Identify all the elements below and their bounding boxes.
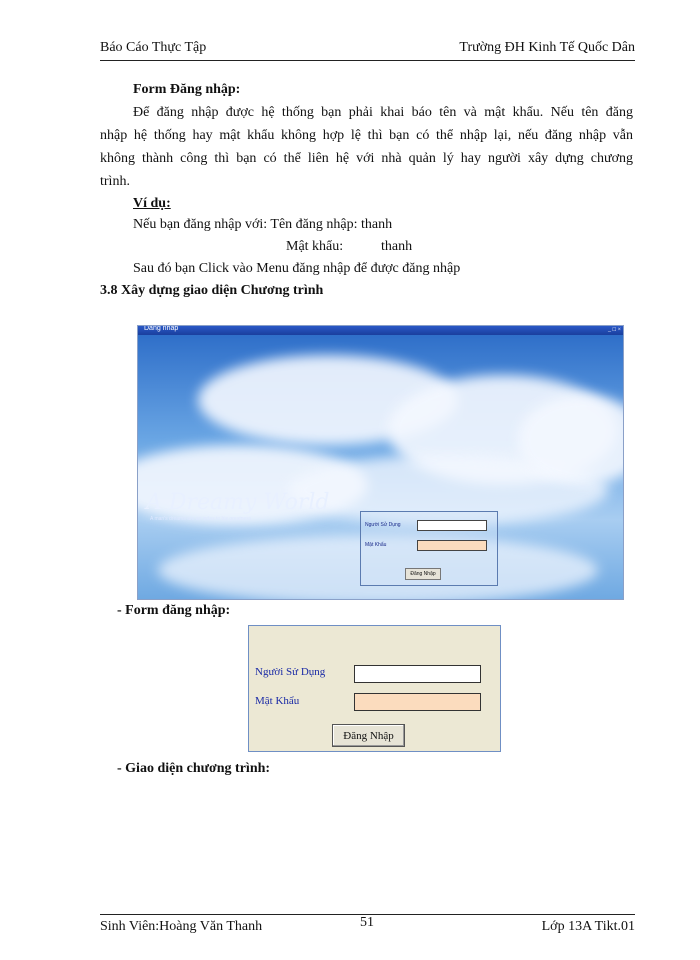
para-line-3: không thành công thì bạn có thể liên hệ với nhà quản lý hay người xây dựng chương xyxy=(100,151,633,166)
header-left: Báo Cáo Thực Tập xyxy=(100,40,207,55)
login-button[interactable]: Đăng Nhập xyxy=(332,724,405,747)
brand-text: A Dreamy World xyxy=(146,490,330,515)
example-password-label: Mật khẩu: xyxy=(286,239,344,254)
para-line-2: nhập hệ thống hay mật khẩu không hợp lệ thì bạn có thể nhập lại, nếu đăng nhập vẫn xyxy=(100,128,633,143)
password-label: Mật Khẩu xyxy=(255,695,300,707)
section-heading: 3.8 Xây dựng giao diện Chương trình xyxy=(100,283,324,298)
example-username: thanh xyxy=(360,217,393,232)
example-line-1 xyxy=(133,217,392,233)
brand-tagline: A man's dreams are an index to his greatness xyxy=(150,516,252,522)
mini-login-panel xyxy=(360,511,498,586)
user-label: Người Sử Dụng xyxy=(255,666,326,678)
window-title: Dang nhap xyxy=(144,325,179,332)
window-buttons[interactable]: _ □ × xyxy=(607,327,621,333)
login-form xyxy=(248,625,501,752)
mini-pass-input[interactable] xyxy=(417,540,487,551)
program-screenshot xyxy=(137,325,624,600)
caption-form: - Form đăng nhập: xyxy=(117,603,231,618)
header-right: Trường ĐH Kinh Tế Quốc Dân xyxy=(459,40,635,55)
para-line-4: trình. xyxy=(100,174,130,189)
after-line: Sau đó bạn Click vào Menu đăng nhập để được đăng nhập xyxy=(133,261,461,276)
window-titlebar xyxy=(138,326,623,335)
para-line-1: Để đăng nhập được hệ thống bạn phải khai báo tên và mật khẩu. Nếu tên đăng xyxy=(133,105,633,120)
mini-user-label: Người Sử Dụng xyxy=(365,522,401,528)
example-heading: Ví dụ: xyxy=(133,196,171,211)
username-input[interactable] xyxy=(354,665,481,683)
footer-student: Sinh Viên:Hoàng Văn Thanh xyxy=(100,919,263,934)
mini-login-button[interactable]: Đăng Nhập xyxy=(405,568,441,580)
caption-ui: - Giao diện chương trình: xyxy=(117,761,271,776)
example-password: thanh xyxy=(381,239,413,254)
footer-class: Lớp 13A Tikt.01 xyxy=(541,919,635,934)
form-heading: Form Đăng nhập: xyxy=(133,82,241,97)
password-input[interactable] xyxy=(354,693,481,711)
page-header xyxy=(100,40,635,61)
sky-background xyxy=(138,335,623,599)
mini-pass-label: Mật Khẩu xyxy=(365,542,387,548)
page-number: 51 xyxy=(360,915,374,930)
mini-user-input[interactable] xyxy=(417,520,487,531)
example-prefix: Nếu bạn đăng nhập với: Tên đăng nhập: xyxy=(133,217,358,232)
page-footer xyxy=(100,914,635,937)
